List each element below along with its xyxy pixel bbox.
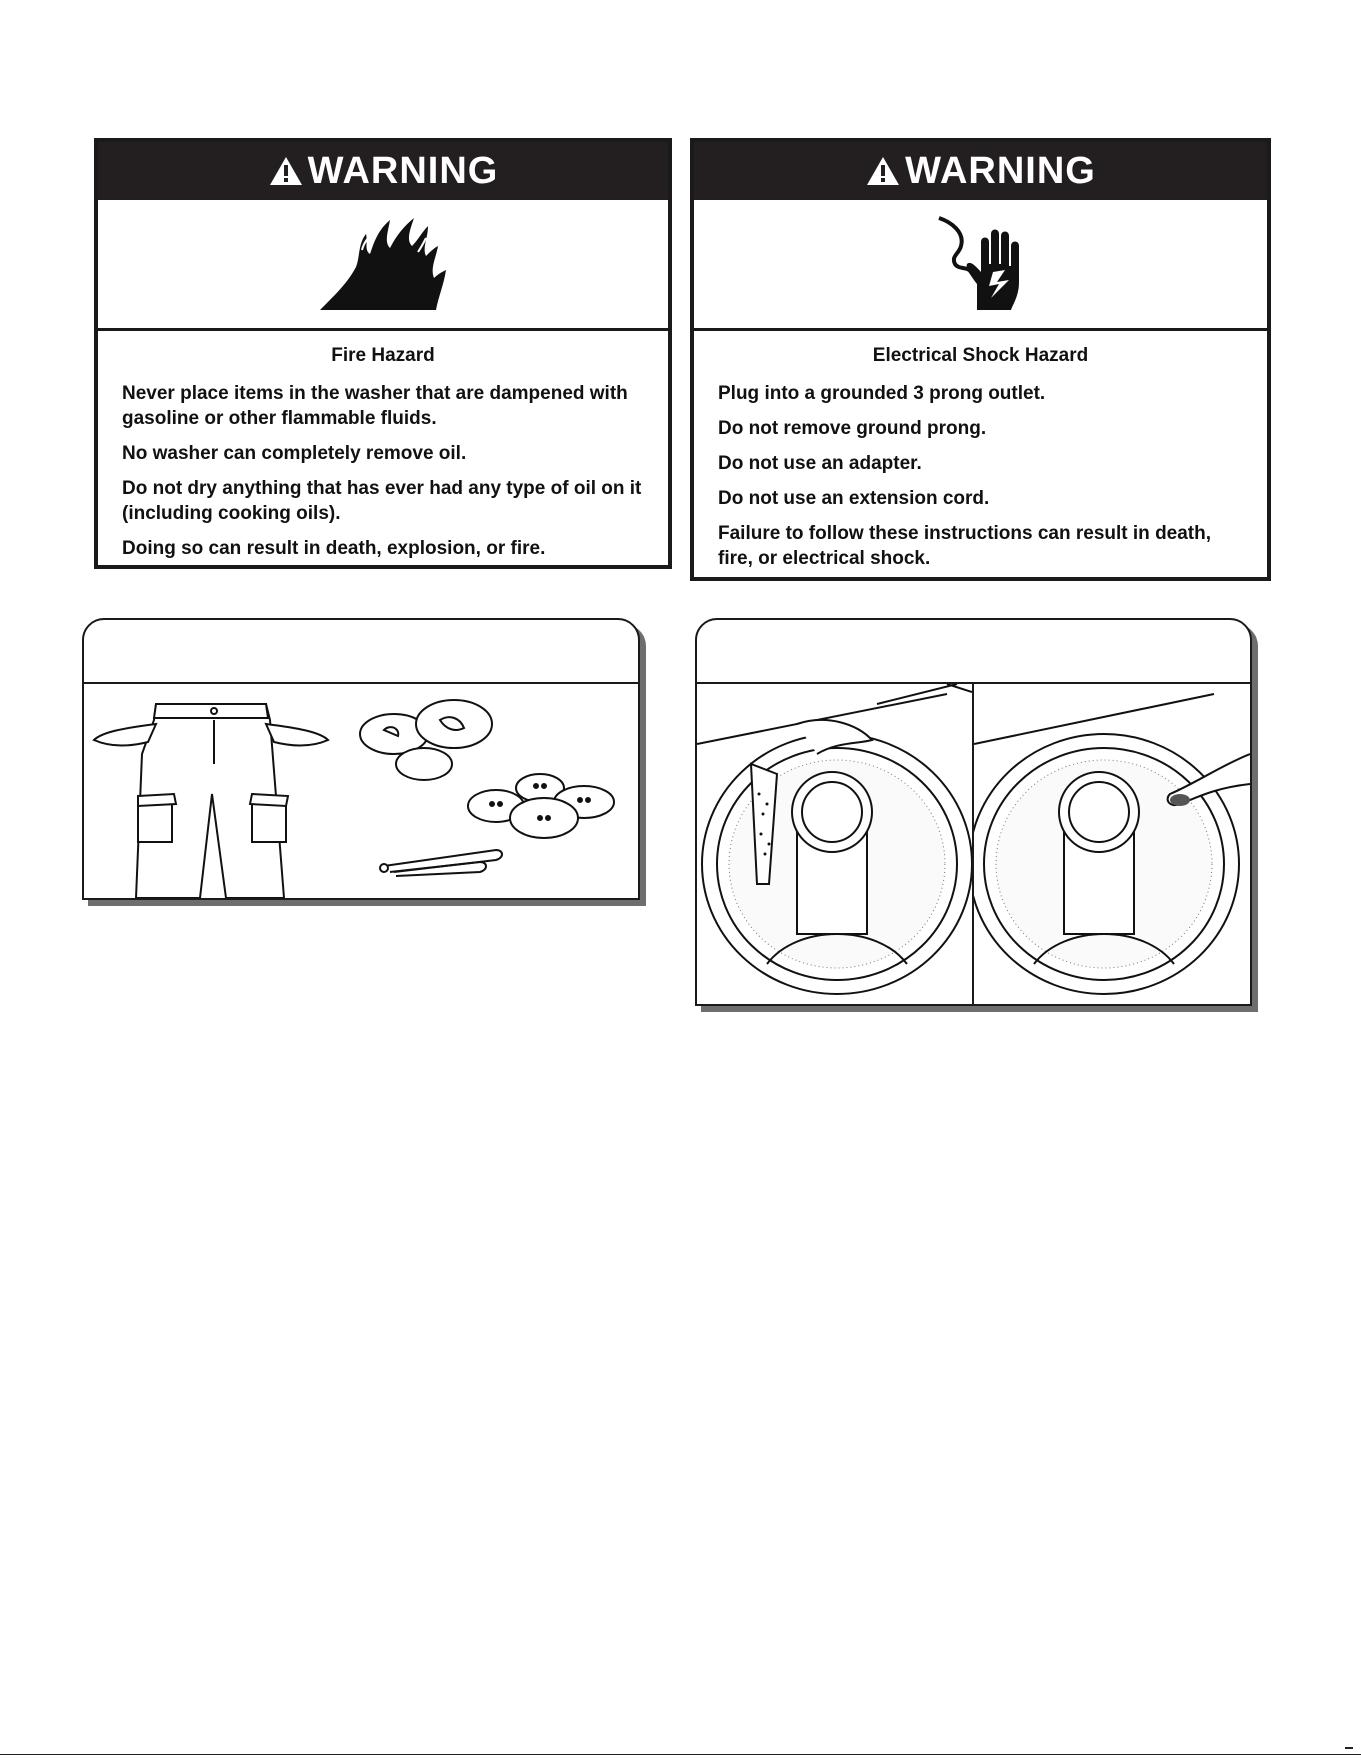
fire-hazard-warning [94,138,672,569]
warning-label: WARNING [307,149,499,192]
electric-shock-hand-icon [931,212,1031,317]
warning-line: Do not use an adapter. [718,453,922,474]
warning-label: WARNING [905,149,1096,192]
warning-line: Plug into a grounded 3 prong outlet. [718,383,1046,404]
electrical-shock-warning [690,138,1271,581]
empty-pockets-illustration [84,684,638,898]
safety-pins-icon [380,850,502,876]
hazard-title: Fire Hazard [331,345,435,366]
warning-triangle-icon [865,155,901,187]
check-basket-panel [695,618,1252,1006]
warning-header [694,142,1267,200]
warning-header [98,142,668,200]
warning-line: Failure to follow these instructions can result in death, fire, or electrical shock. [718,523,1212,569]
page-bottom-rule [0,1754,1361,1755]
panel-header [84,620,638,684]
panel-header [697,620,1250,684]
coins-icon [360,700,492,780]
hazard-title: Electrical Shock Hazard [872,345,1089,366]
empty-pockets-panel [82,618,640,900]
fire-icon [318,212,448,317]
warning-line: No washer can completely remove oil. [122,443,467,464]
warning-line: Do not remove ground prong. [718,418,987,439]
washer-basket-illustration-left [697,684,972,1004]
washer-basket-illustration-right [974,684,1250,1004]
warning-line: Doing so can result in death, explosion, or fire. [122,538,546,559]
pants-icon [94,704,328,898]
warning-line: Never place items in the washer that are dampened with gasoline or other flammable fluids. [122,383,628,429]
warning-line: Do not dry anything that has ever had any type of oil on it (including cooking oils). [122,478,642,524]
warning-triangle-icon [268,155,304,187]
buttons-icon [468,774,614,838]
warning-line: Do not use an extension cord. [718,488,990,509]
page-mark [1345,1747,1353,1749]
